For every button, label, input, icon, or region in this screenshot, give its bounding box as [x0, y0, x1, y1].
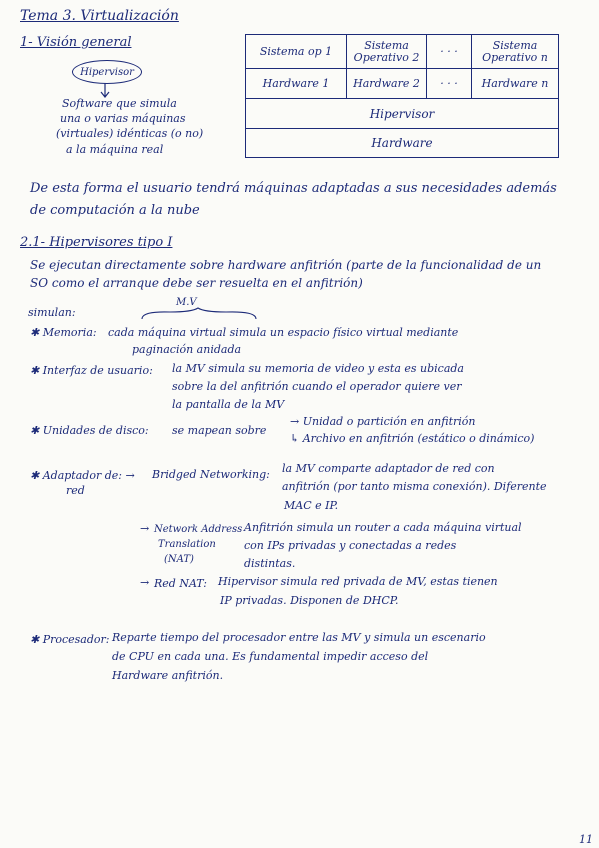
summary-line-1: De esta forma el usuario tendrá máquinas adaptadas a sus necesidades además: [30, 181, 557, 196]
rednat-line-1: Hipervisor simula red privada de MV, estas tienen: [218, 575, 498, 588]
memoria-label: ✱ Memoria:: [30, 326, 97, 339]
os-cell-1: Sistema op 1: [259, 44, 333, 58]
memoria-line-2: paginación anidada: [132, 343, 242, 356]
os-row: [246, 35, 558, 68]
section-2-heading: 2.1- Hipervisores tipo I: [20, 235, 173, 250]
nat-name-3: (NAT): [164, 554, 194, 565]
hypervisor-layer: Hipervisor: [369, 106, 435, 121]
page-title: Tema 3. Virtualización: [20, 8, 179, 24]
hw-cell-1: Hardware 1: [262, 76, 330, 90]
procesador-line-2: de CPU en cada una. Es fundamental impedir acceso del: [112, 650, 429, 663]
bridged-line-1: la MV comparte adaptador de red con: [282, 462, 495, 475]
summary-line-2: de computación a la nube: [30, 203, 200, 218]
interfaz-label: ✱ Interfaz de usuario:: [30, 364, 153, 377]
os-cell-n: Sistema Operativo n: [471, 35, 558, 68]
intro-line-2: SO como el arranque debe ser resuelta en el anfitrión): [30, 276, 363, 290]
disco-prefix: se mapean sobre: [172, 424, 267, 437]
disco-label: ✱ Unidades de disco:: [30, 424, 149, 437]
hardware-row: [246, 128, 558, 157]
interfaz-line-3: la pantalla de la MV: [172, 398, 285, 411]
nat-arrow: →: [140, 522, 150, 535]
procesador-label: ✱ Procesador:: [30, 633, 110, 646]
hypervisor-note-3: (virtuales) idénticas (o no): [56, 127, 204, 140]
hw-cell-n: Hardware n: [471, 69, 558, 98]
interfaz-line-1: la MV simula su memoria de video y esta es ubicada: [172, 362, 464, 375]
hw-cell-ellipsis: · · ·: [426, 69, 471, 98]
hypervisor-row: [246, 98, 558, 128]
intro-line-1: Se ejecutan directamente sobre hardware anfitrión (parte de la funcionalidad de un: [30, 258, 542, 272]
bridged-line-2: anfitrión (por tanto misma conexión). Diferente: [282, 480, 547, 493]
section-1-heading: 1- Visión general: [20, 35, 132, 50]
bridged-line-3: MAC e IP.: [284, 499, 339, 512]
hw-cell-2: Hardware 2: [346, 69, 426, 98]
hypervisor-note-4: a la máquina real: [66, 143, 164, 156]
bridged-name: Bridged Networking:: [152, 468, 270, 481]
disco-line-2: ↳ Archivo en anfitrión (estático o dinámico): [290, 432, 535, 445]
page-number: 11: [579, 833, 593, 846]
brace-icon: [140, 307, 260, 321]
hipervisor-oval: [72, 60, 142, 84]
hypervisor-note-1: Software que simula: [62, 97, 177, 110]
nat-name-1: Network Address: [154, 524, 243, 535]
rednat-line-2: IP privadas. Disponen de DHCP.: [220, 594, 399, 607]
rednat-arrow: →: [140, 576, 150, 589]
interfaz-line-2: sobre la del anfitrión cuando el operador quiere ver: [172, 380, 462, 393]
hw-row: [246, 68, 558, 98]
os-cell-ellipsis: · · ·: [426, 35, 471, 68]
procesador-line-3: Hardware anfitrión.: [112, 669, 224, 682]
oval-label: Hipervisor: [80, 66, 134, 78]
disco-line-1: → Unidad o partición en anfitrión: [290, 415, 476, 428]
red-label-2: red: [66, 484, 85, 497]
nat-line-3: distintas.: [244, 557, 296, 570]
simulan-label: simulan:: [28, 306, 76, 319]
red-label: ✱ Adaptador de: →: [30, 469, 135, 482]
mv-label: M.V: [176, 297, 197, 308]
rednat-name: Red NAT:: [154, 577, 207, 590]
procesador-line-1: Reparte tiempo del procesador entre las MV y simula un escenario: [112, 631, 486, 644]
hardware-layer: Hardware: [371, 136, 433, 150]
hypervisor-note-2: una o varias máquinas: [60, 112, 186, 125]
nat-name-2: Translation: [158, 539, 216, 550]
nat-line-2: con IPs privadas y conectadas a redes: [244, 539, 457, 552]
nat-line-1: Anfitrión simula un router a cada máquina virtual: [244, 521, 522, 534]
memoria-line-1: cada máquina virtual simula un espacio físico virtual mediante: [108, 326, 459, 339]
os-cell-2: Sistema Operativo 2: [346, 35, 426, 68]
architecture-diagram: [245, 34, 559, 158]
